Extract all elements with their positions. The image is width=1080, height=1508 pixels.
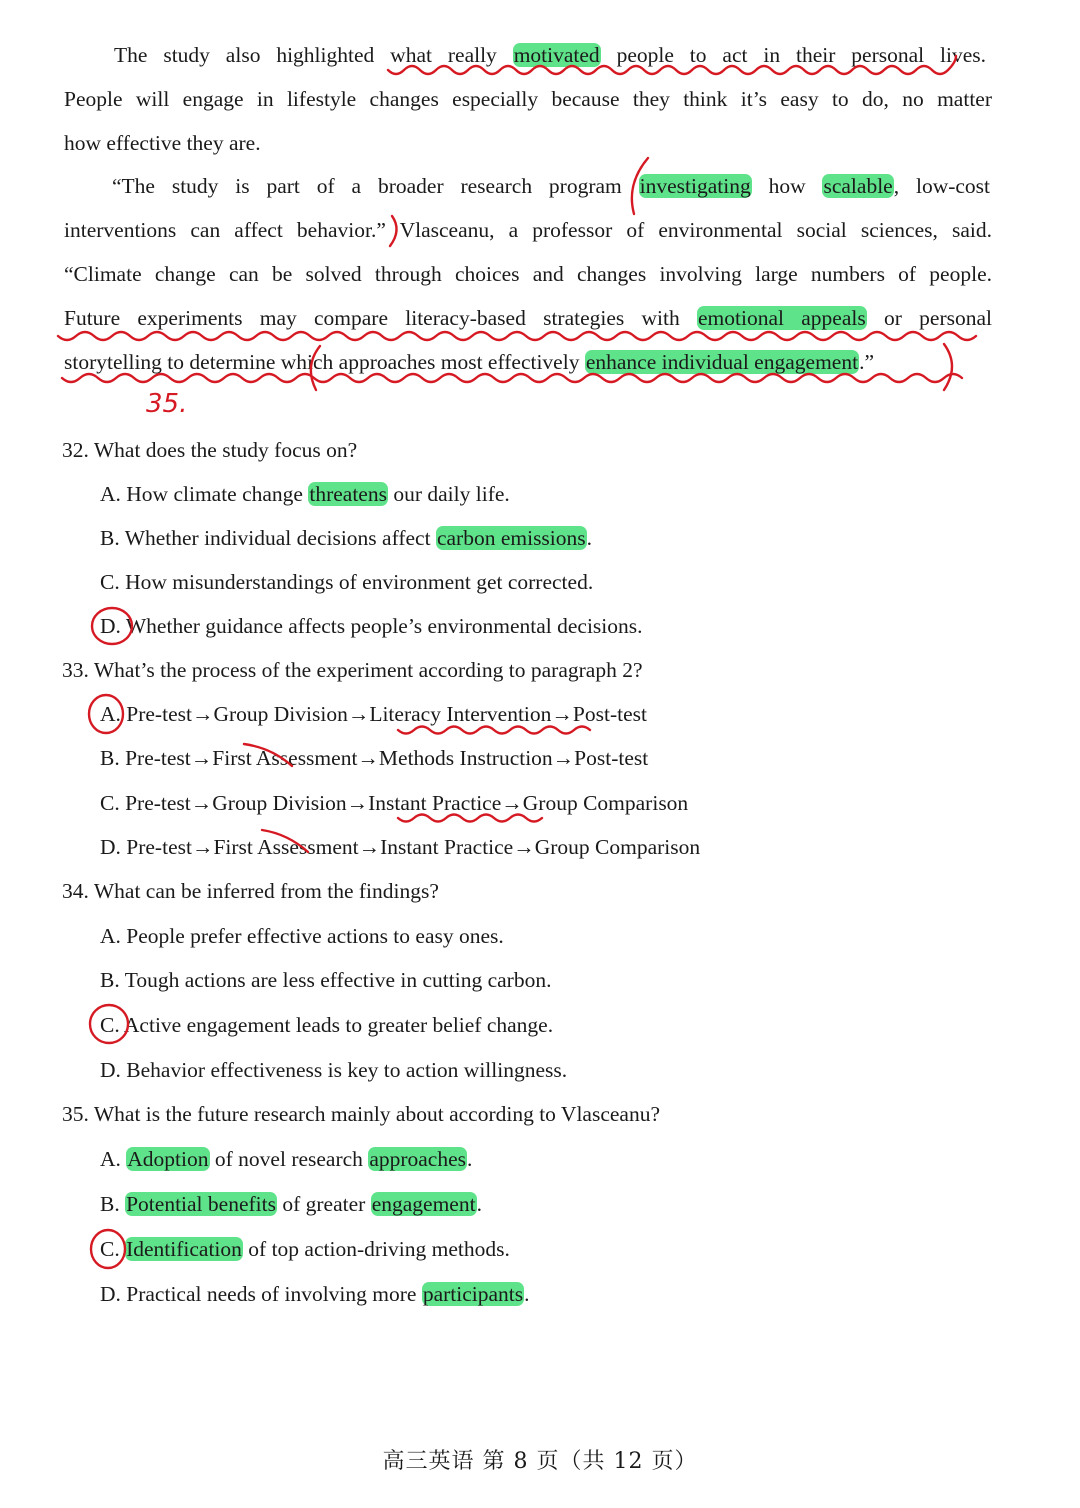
question-32-option-c: C. How misunderstandings of environment get corrected.: [100, 570, 594, 594]
passage-p2-line2: interventions can affect behavior.” Vlasceanu, a professor of environmental social sciences, said.: [64, 218, 992, 242]
question-34-stem: 34. What can be inferred from the findings?: [62, 879, 439, 903]
highlight: investigating: [639, 174, 751, 198]
passage-p1-line3: how effective they are.: [64, 131, 261, 155]
question-33-option-d: D. Pre-test→First Assessment→Instant Practice→Group Comparison: [100, 835, 701, 859]
highlight: motivated: [513, 43, 600, 67]
highlight: Potential benefits: [126, 1192, 276, 1216]
question-35-option-a: A. Adoption of novel research approaches.: [100, 1147, 473, 1171]
highlight: engagement: [371, 1192, 476, 1216]
question-32-stem: 32. What does the study focus on?: [62, 438, 358, 462]
question-32-option-a: A. How climate change threatens our daily life.: [100, 482, 510, 506]
passage-p1-line1: The study also highlighted what really motivated people to act in their personal lives.: [114, 43, 986, 67]
question-33-stem: 33. What’s the process of the experiment according to paragraph 2?: [62, 658, 643, 682]
question-34-option-b: B. Tough actions are less effective in cutting carbon.: [100, 968, 552, 992]
question-34-option-a: A. People prefer effective actions to easy ones.: [100, 924, 504, 948]
question-33-option-b: B. Pre-test→First Assessment→Methods Instruction→Post-test: [100, 746, 649, 770]
margin-note: 35.: [146, 389, 188, 419]
question-34-option-c: C. Active engagement leads to greater belief change.: [100, 1013, 554, 1037]
highlight: threatens: [309, 482, 387, 506]
highlight: carbon emissions: [436, 526, 586, 550]
passage-p2-line4: Future experiments may compare literacy-based strategies with emotional appeals or personal: [64, 306, 992, 330]
highlight: approaches: [369, 1147, 467, 1171]
question-32-option-d: D. Whether guidance affects people’s environmental decisions.: [100, 614, 643, 638]
question-34-option-d: D. Behavior effectiveness is key to action willingness.: [100, 1058, 568, 1082]
passage-p2-line1: “The study is part of a broader research program investigating how scalable, low-cost: [112, 174, 991, 198]
question-33-option-a: A. Pre-test→Group Division→Literacy Intervention→Post-test: [100, 702, 647, 726]
passage-p2-line3: “Climate change can be solved through choices and changes involving large numbers of people.: [64, 262, 992, 286]
question-35-stem: 35. What is the future research mainly about according to Vlasceanu?: [62, 1102, 661, 1126]
question-33-option-c: C. Pre-test→Group Division→Instant Practice→Group Comparison: [100, 791, 689, 815]
highlight: Identification: [126, 1237, 242, 1261]
question-35-option-d: D. Practical needs of involving more participants.: [100, 1282, 530, 1306]
close-bracket: [944, 344, 952, 390]
question-35-option-c: C. Identification of top action-driving methods.: [100, 1237, 510, 1261]
question-32-option-b: B. Whether individual decisions affect carbon emissions.: [100, 526, 593, 550]
passage-p2-line5: storytelling to determine which approaches most effectively enhance individual engagement.”: [64, 350, 874, 374]
question-35-option-b: B. Potential benefits of greater engagement.: [100, 1192, 482, 1216]
highlight: participants: [422, 1282, 524, 1306]
highlight: enhance individual engagement: [585, 350, 859, 374]
passage-p1-line2: People will engage in lifestyle changes especially because they think it’s easy to do, no matter: [64, 87, 992, 111]
highlight: emotional appeals: [698, 306, 866, 330]
page-footer: 高三英语 第 8 页（共 12 页）: [382, 1449, 698, 1474]
wavy-underline: [58, 332, 976, 340]
highlight: Adoption: [127, 1147, 209, 1171]
highlight: scalable: [823, 174, 893, 198]
